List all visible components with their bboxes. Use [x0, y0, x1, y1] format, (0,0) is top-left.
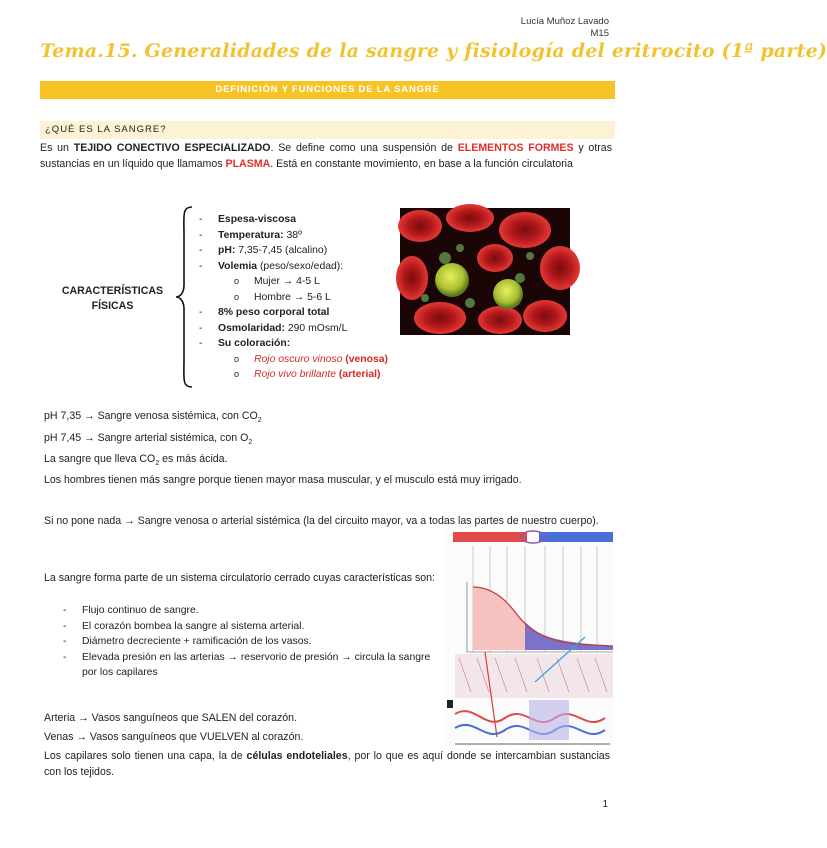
color-arterial: o Rojo vivo brillante (arterial) [196, 367, 401, 383]
char-viscosity: - Espesa-viscosa [196, 212, 401, 228]
circ-item: - Elevada presión en las arterias → reservorio de presión → circula la sangre por los capilares [60, 650, 440, 681]
blood-cells-micrograph [400, 208, 570, 335]
men-blood-line: Los hombres tienen más sangre porque tienen mayor masa muscular, y el musculo está muy irrigado. [44, 474, 522, 486]
section-banner: DEFINICIÓN Y FUNCIONES DE LA SANGRE [40, 81, 615, 99]
char-coloration: - Su coloración: [196, 336, 401, 352]
characteristics-label-line1: CARACTERÍSTICAS [61, 285, 164, 297]
char-volemia: - Volemia (peso/sexo/edad): [196, 259, 401, 275]
color-venous: o Rojo oscuro vinoso (venosa) [196, 352, 401, 368]
char-osmolarity: - Osmolaridad: 290 mOsm/L [196, 321, 401, 337]
ph-arterial-line: pH 7,45 → Sangre arterial sistémica, con $O_2$ [44, 432, 253, 447]
circ-item: - Diámetro decreciente + ramificación de los vasos. [60, 634, 440, 650]
course-code: M15 [590, 28, 609, 39]
intro-text: . Está en constante movimiento, en base a la función circulatoria [270, 158, 573, 170]
char-temperature: - Temperatura: 38º [196, 228, 401, 244]
intro-text: Es un [40, 142, 74, 154]
intro-bold-term: TEJIDO CONECTIVO ESPECIALIZADO [73, 142, 271, 154]
volemia-women: o Mujer → 4-5 L [196, 274, 401, 290]
question-heading: ¿QUÉ ES LA SANGRE? [40, 121, 615, 139]
characteristics-list [196, 212, 401, 383]
intro-text: . Se define como una suspensión de [270, 142, 458, 154]
author-block [521, 16, 609, 40]
intro-paragraph [40, 140, 612, 172]
circ-item: - El corazón bombea la sangre al sistema arterial. [60, 619, 440, 635]
characteristics-label [55, 284, 170, 314]
venas-definition: Venas → Vasos sanguíneos que VUELVEN al corazón. [44, 731, 304, 743]
intro-highlight-plasma: PLASMA [225, 158, 271, 170]
circulatory-intro: La sangre forma parte de un sistema circulatorio cerrado cuyas características son: [44, 572, 435, 584]
arteria-definition: Arteria → Vasos sanguíneos que SALEN del corazón. [44, 712, 298, 724]
ph-venous-line: pH 7,35 → Sangre venosa sistémica, con $CO_2$ [44, 410, 262, 425]
systemic-note: Si no pone nada → Sangre venosa o arterial sistémica (la del circuito mayor, va a todas las partes de nuestro cuerpo). [44, 515, 599, 527]
acidity-line: La sangre que lleva $CO_2$ es más ácida. [44, 453, 228, 468]
volemia-men: o Hombre → 5-6 L [196, 290, 401, 306]
intro-text: y otras sustancias en un líquido que llamamos [40, 142, 612, 170]
page-number: 1 [602, 799, 608, 810]
char-ph: - pH: 7,35-7,45 (alcalino) [196, 243, 401, 259]
capilares-paragraph: Los capilares solo tienen una capa, la de células endoteliales, por lo que es aquí donde se intercambian sustancias con los tejidos. [44, 750, 610, 778]
curly-brace-icon [174, 205, 194, 389]
intro-highlight-elementos: ELEMENTOS FORMES [457, 142, 574, 154]
char-body-weight: - 8% peso corporal total [196, 305, 401, 321]
author-name: Lucía Muñoz Lavado [520, 16, 609, 27]
circ-item: - Flujo continuo de sangre. [60, 603, 440, 619]
circulatory-list [60, 603, 440, 681]
page-title: Tema.15. Generalidades de la sangre y fisiología del eritrocito (1ª parte) [40, 40, 827, 62]
characteristics-label-line2: FÍSICAS [91, 300, 134, 312]
vascular-pressure-diagram [445, 532, 613, 746]
